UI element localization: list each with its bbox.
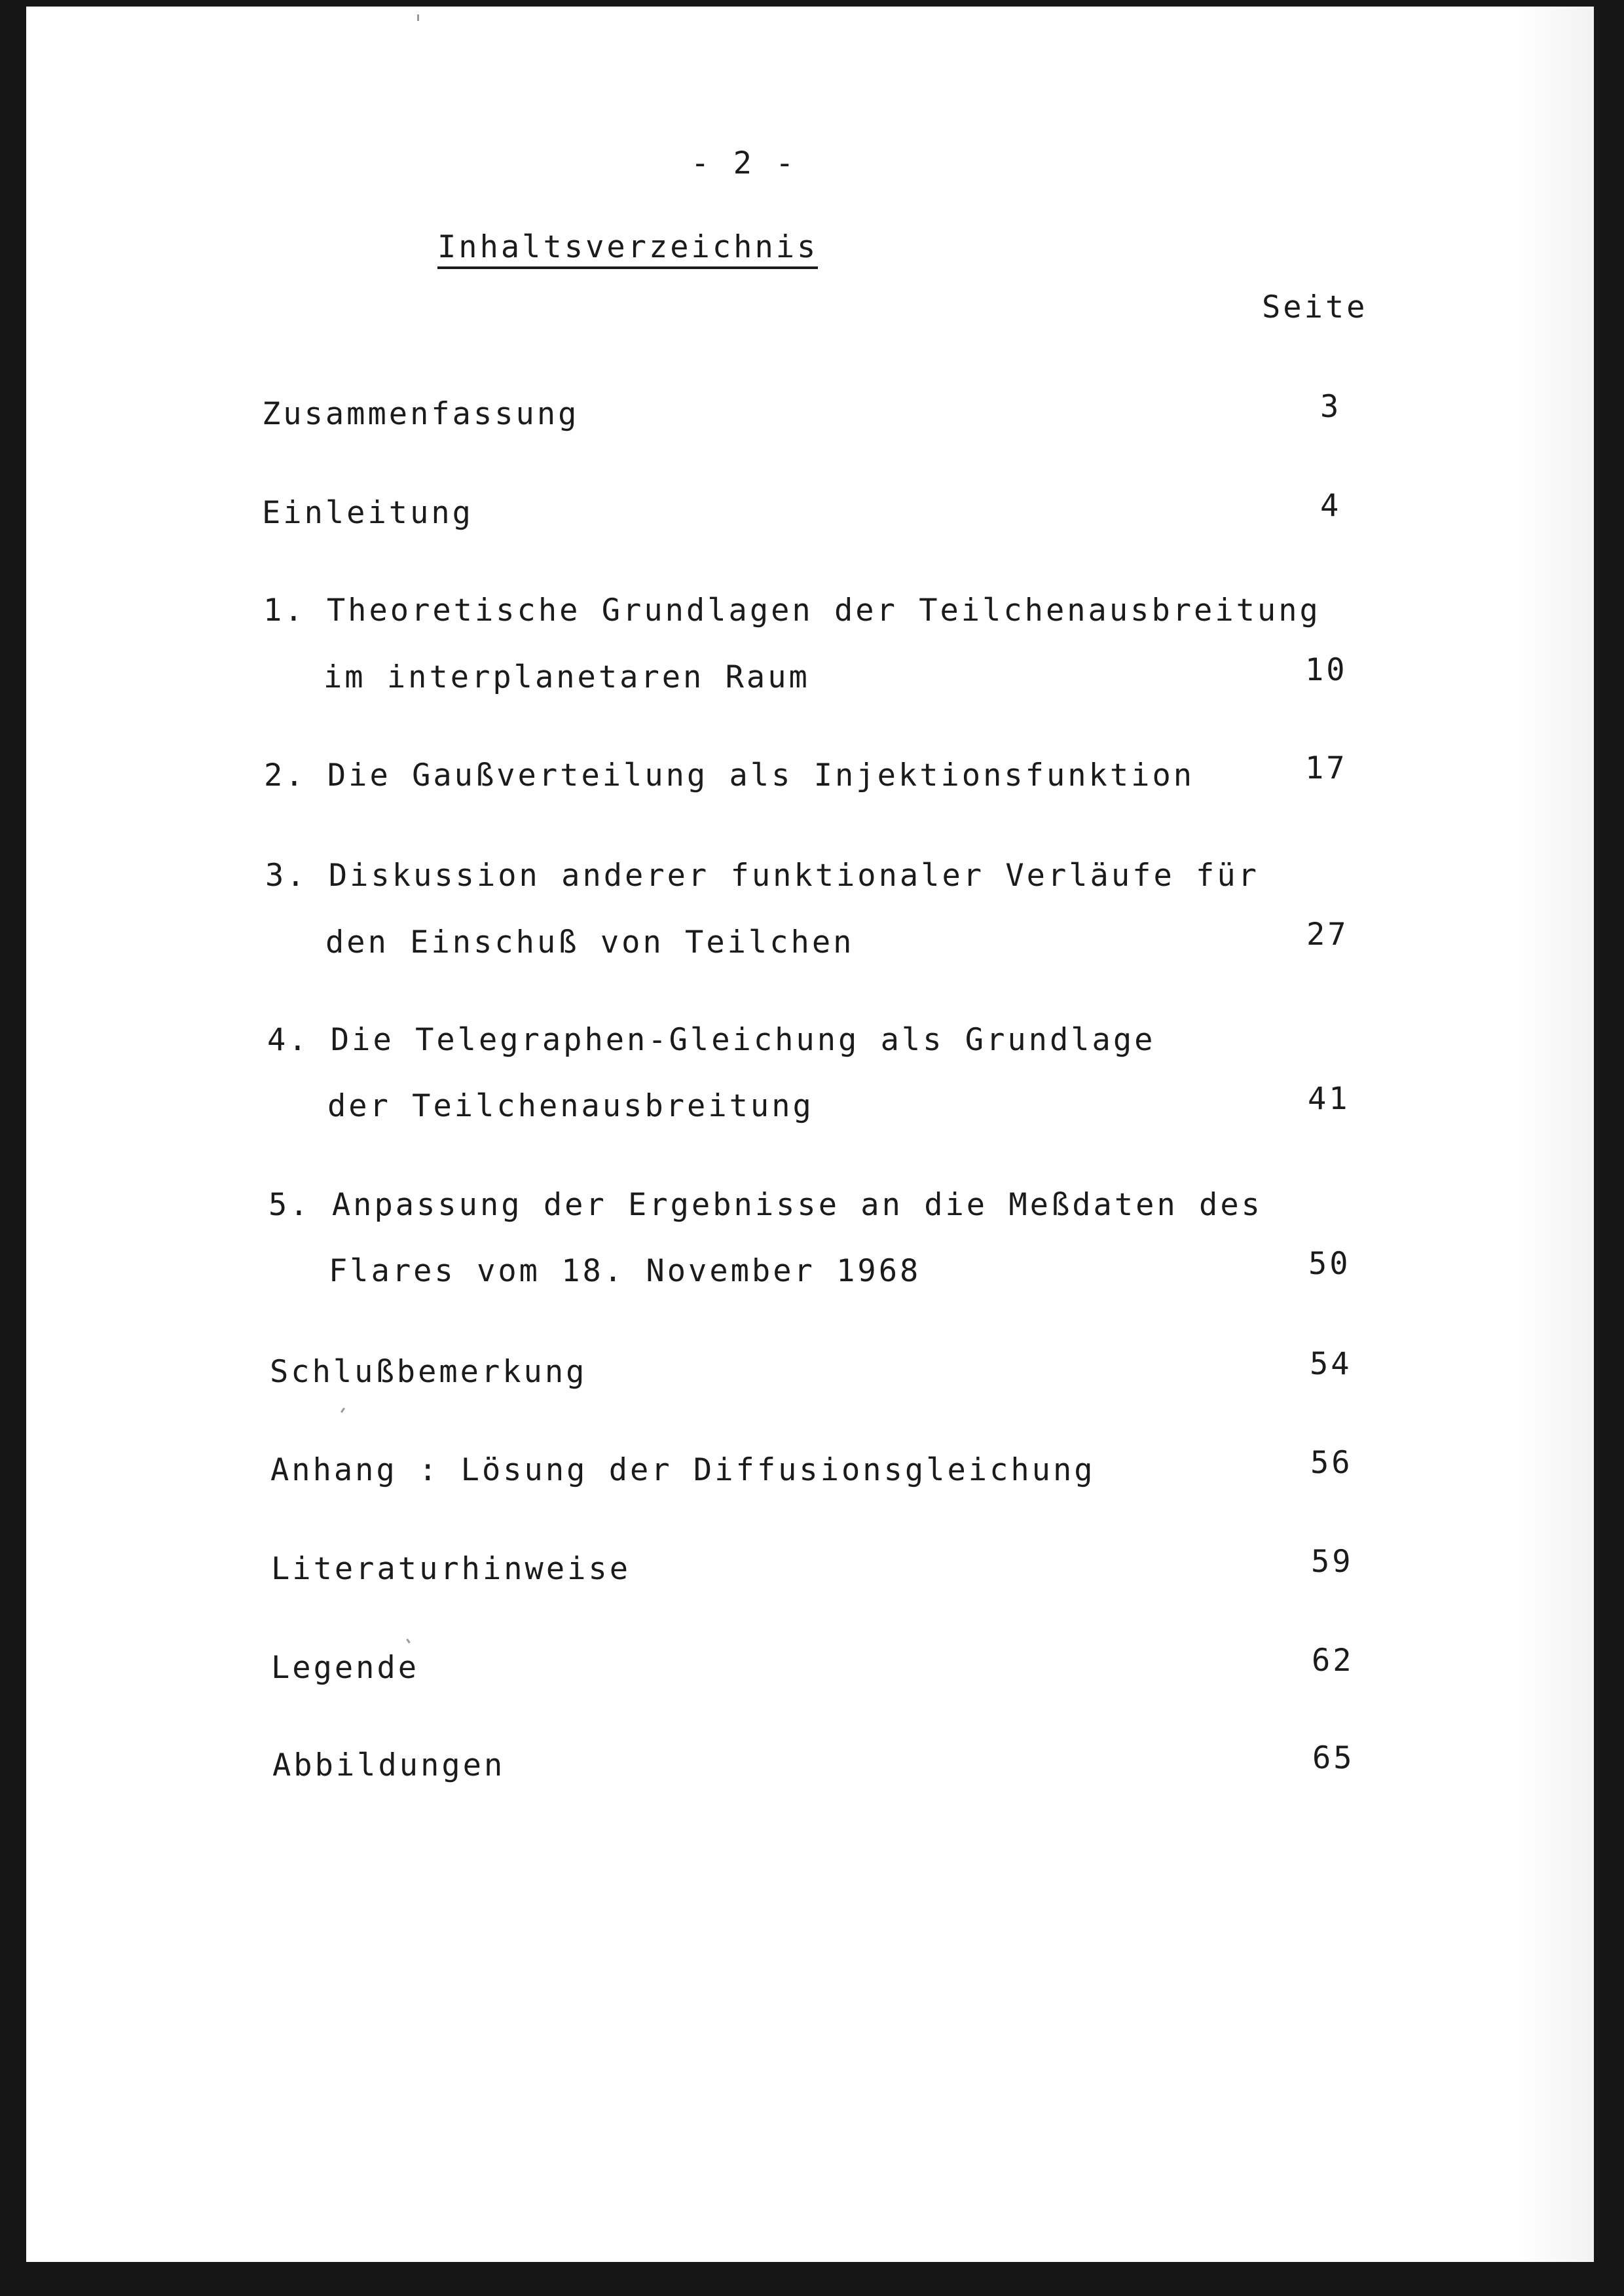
toc-entry-text: Schlußbemerkung [270,1354,587,1390]
toc-entry-text: 4. Die Telegraphen-Gleichung als Grundlage [267,1022,1156,1058]
toc-entry-page: 54 [1310,1346,1352,1382]
toc-entry-text: 3. Diskussion anderer funktionaler Verläufe für [265,858,1259,894]
toc-entry-page: 50 [1308,1246,1351,1282]
toc-entry-page: 62 [1312,1643,1354,1679]
toc-entry-text: 5. Anpassung der Ergebnisse an die Meßdaten des [268,1187,1263,1223]
toc-entry-page: 59 [1311,1544,1354,1580]
toc-entry-text: Anhang : Lösung der Diffusionsgleichung [270,1452,1096,1488]
toc-entry-text: Literaturhinweise [271,1551,631,1587]
toc-entry-page: 56 [1310,1445,1353,1481]
toc-entry-page: 41 [1308,1081,1350,1117]
page-number: - 2 - [691,145,797,181]
toc-entry-text: Zusammenfassung [262,396,580,432]
page-column-header: Seite [1262,289,1368,325]
toc-entry-page: 27 [1306,917,1349,953]
toc-entry-text-continued: Flares vom 18. November 1968 [329,1253,921,1289]
toc-entry-page: 65 [1312,1740,1355,1776]
toc-entry-text: 2. Die Gaußverteilung als Injektionsfunktion [264,757,1195,793]
paper-shading [1515,7,1594,2262]
scan-speck [417,14,419,21]
toc-entry-text-continued: im interplanetaren Raum [323,659,810,695]
toc-entry-text: Einleitung [262,495,473,531]
document-page [26,7,1594,2262]
toc-entry-text-continued: den Einschuß von Teilchen [325,924,855,960]
page-title: Inhaltsverzeichnis [437,229,818,269]
toc-entry-text: Legende [271,1650,420,1686]
toc-entry-page: 4 [1320,488,1342,524]
toc-entry-text: 1. Theoretische Grundlagen der Teilchenausbreitung [263,592,1321,629]
toc-entry-text: Abbildungen [272,1747,506,1783]
toc-entry-text-continued: der Teilchenausbreitung [327,1088,814,1124]
toc-entry-page: 3 [1320,389,1342,425]
toc-entry-page: 17 [1305,750,1348,786]
toc-entry-page: 10 [1305,652,1348,688]
